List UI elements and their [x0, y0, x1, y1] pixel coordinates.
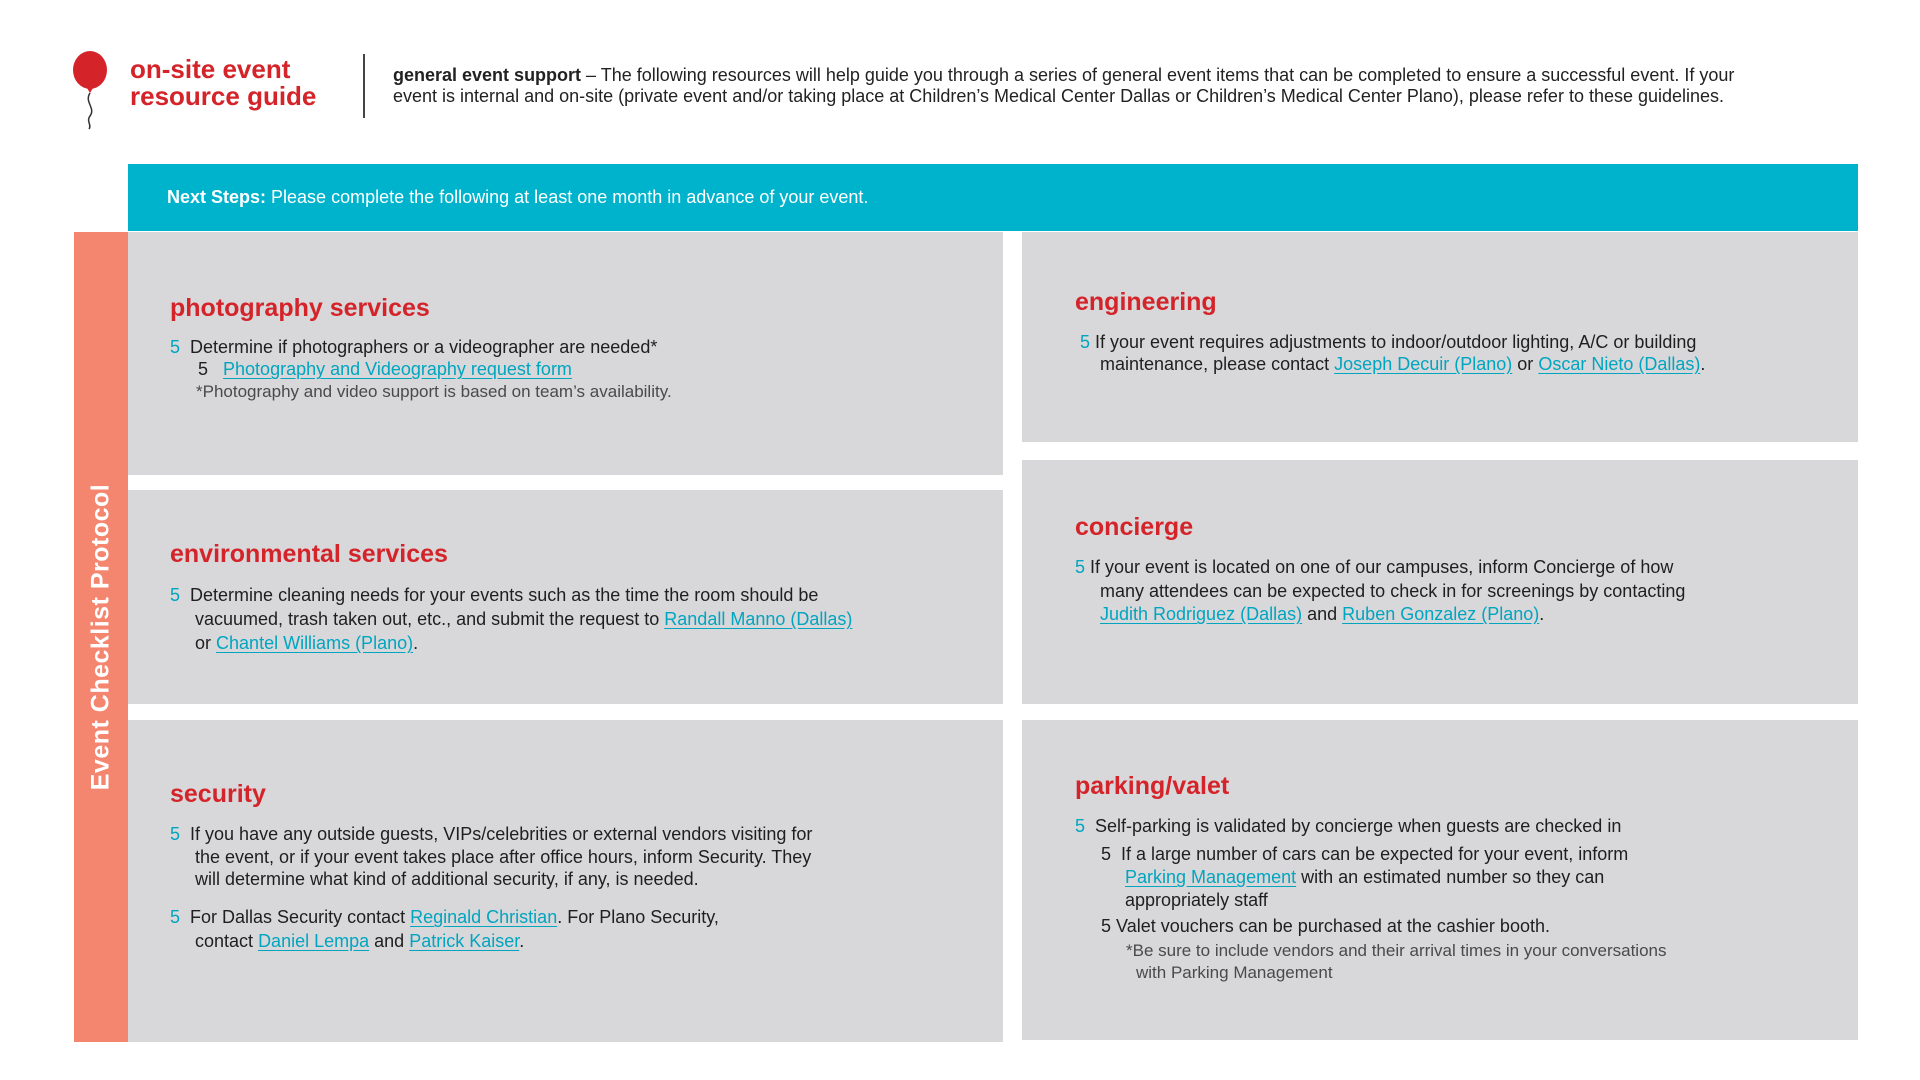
intro-text: [393, 65, 1913, 107]
engineering-panel: [1022, 232, 1858, 442]
oscar-nieto-link[interactable]: Oscar Nieto (Dallas): [1538, 354, 1701, 374]
item-text: Determine cleaning needs for your events such as the time the room should be: [190, 585, 819, 605]
item-text: and: [1307, 604, 1338, 624]
item-text: Self-parking is validated by concierge when guests are checked in: [1095, 816, 1622, 836]
environmental-panel: [128, 490, 1003, 704]
reginald-christian-link[interactable]: Reginald Christian: [410, 907, 558, 927]
sidebar-label: Event Checklist Protocol: [86, 483, 115, 791]
item-text-line: [195, 632, 418, 654]
guide-title-line1: on-site event: [130, 54, 291, 84]
bullet-icon: 5: [1101, 844, 1112, 864]
item-text: .: [413, 633, 419, 653]
item-text: with an estimated number so they can: [1301, 867, 1605, 887]
bullet-icon: 5: [170, 824, 181, 844]
item-text-line: [1100, 353, 1705, 375]
section-title: parking/valet: [1075, 772, 1230, 800]
guide-title-line2: resource guide: [130, 81, 317, 111]
bullet-icon: 5: [198, 359, 209, 379]
section-title: environmental services: [170, 540, 448, 568]
item-text: If you have any outside guests, VIPs/celebrities or external vendors visiting for: [190, 824, 813, 844]
parking-note-line2: with Parking Management: [1136, 963, 1333, 982]
item-text-line: many attendees can be expected to check in for screenings by contacting: [1100, 581, 1686, 601]
list-item: [1075, 815, 1621, 837]
item-text-line: [1100, 603, 1544, 625]
next-steps-banner: [128, 164, 1858, 231]
patrick-kaiser-link[interactable]: Patrick Kaiser: [409, 931, 520, 951]
item-text: . For Plano Security,: [557, 907, 719, 927]
section-title: concierge: [1075, 513, 1194, 541]
item-text-line: appropriately staff: [1125, 890, 1268, 910]
list-item: [198, 358, 572, 380]
randall-manno-link[interactable]: Randall Manno (Dallas): [664, 609, 853, 629]
chantel-williams-link[interactable]: Chantel Williams (Plano): [216, 633, 414, 653]
photography-panel: [128, 232, 1003, 475]
item-text-line: [195, 608, 852, 630]
list-item: [1101, 915, 1550, 937]
intro-line2: event is internal and on-site (private event and/or taking place at Children’s Medical Center Dallas or Children’s Medical Center Plano), please refer to these guidelines.: [393, 86, 1725, 106]
item-text: .: [519, 931, 525, 951]
item-text: or: [195, 633, 212, 653]
section-title: security: [170, 780, 266, 808]
photography-request-form-link[interactable]: Photography and Videography request form: [223, 359, 572, 379]
ruben-gonzalez-link[interactable]: Ruben Gonzalez (Plano): [1342, 604, 1540, 624]
list-item: [170, 823, 812, 845]
concierge-panel: [1022, 460, 1858, 704]
next-steps-label: Next Steps:: [167, 187, 267, 207]
item-text: contact: [195, 931, 254, 951]
joseph-decuir-link[interactable]: Joseph Decuir (Plano): [1334, 354, 1513, 374]
item-text: For Dallas Security contact: [190, 907, 406, 927]
item-text-line: the event, or if your event takes place after office hours, inform Security. They: [195, 847, 812, 867]
balloon-icon: [70, 50, 110, 130]
item-text: maintenance, please contact: [1100, 354, 1330, 374]
bullet-icon: 5: [1075, 557, 1086, 577]
daniel-lempa-link[interactable]: Daniel Lempa: [258, 931, 370, 951]
list-item: [1101, 843, 1628, 865]
item-text-line: [1125, 866, 1604, 888]
list-item: [170, 584, 818, 606]
bullet-icon: 5: [1101, 916, 1112, 936]
parking-management-link[interactable]: Parking Management: [1125, 867, 1297, 887]
bullet-icon: 5: [1080, 332, 1091, 352]
intro-heading: general event support: [393, 65, 582, 85]
page-header: [70, 50, 1910, 130]
item-text-line: will determine what kind of additional security, if any, is needed.: [195, 869, 699, 889]
item-text: .: [1539, 604, 1545, 624]
guide-title: [130, 56, 316, 110]
list-item: [170, 906, 719, 928]
header-divider: [363, 54, 365, 118]
item-text: or: [1517, 354, 1534, 374]
item-text: If your event requires adjustments to indoor/outdoor lighting, A/C or building: [1095, 332, 1697, 352]
list-item: [1075, 556, 1673, 578]
item-text-line: [195, 930, 524, 952]
bullet-icon: 5: [1075, 816, 1086, 836]
section-title: photography services: [170, 294, 430, 322]
next-steps-text: Please complete the following at least one month in advance of your event.: [266, 187, 869, 207]
judith-rodriguez-link[interactable]: Judith Rodriguez (Dallas): [1100, 604, 1303, 624]
bullet-icon: 5: [170, 907, 181, 927]
list-item: [170, 336, 657, 358]
item-text: vacuumed, trash taken out, etc., and submit the request to: [195, 609, 660, 629]
list-item: [1080, 331, 1696, 353]
parking-panel: [1022, 720, 1858, 1040]
item-text: .: [1700, 354, 1706, 374]
section-title: engineering: [1075, 288, 1217, 316]
item-text: If a large number of cars can be expected for your event, inform: [1121, 844, 1629, 864]
item-text: and: [374, 931, 405, 951]
item-text: Determine if photographers or a videographer are needed*: [190, 337, 658, 357]
bullet-icon: 5: [170, 585, 181, 605]
item-text: Valet vouchers can be purchased at the cashier booth.: [1116, 916, 1550, 936]
bullet-icon: 5: [170, 337, 181, 357]
checklist-sidebar: [74, 232, 128, 1042]
availability-note: *Photography and video support is based on team’s availability.: [196, 382, 672, 401]
parking-note-line1: *Be sure to include vendors and their arrival times in your conversations: [1126, 941, 1667, 960]
item-text: If your event is located on one of our campuses, inform Concierge of how: [1090, 557, 1674, 577]
security-panel: [128, 720, 1003, 1042]
intro-line1: – The following resources will help guide you through a series of general event items that can be completed to ensure a successful event. If your: [581, 65, 1735, 85]
